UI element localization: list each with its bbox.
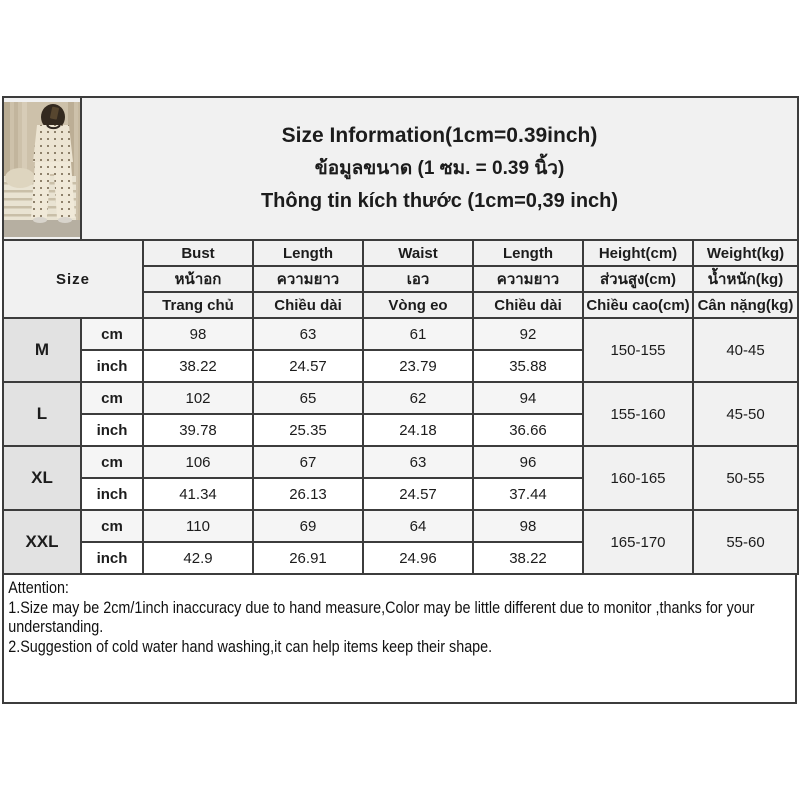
- title-thai: ข้อมูลขนาด (1 ซม. = 0.39 นิ้ว): [314, 158, 565, 179]
- col-header-length-en: Length: [253, 240, 363, 266]
- height-range: 165-170: [583, 510, 693, 574]
- col-header-height-en: Height(cm): [583, 240, 693, 266]
- value-cell: 69: [253, 510, 363, 542]
- height-range: 150-155: [583, 318, 693, 382]
- value-cell: 39.78: [143, 414, 253, 446]
- value-cell: 98: [143, 318, 253, 350]
- value-cell: 106: [143, 446, 253, 478]
- unit-cm: cm: [81, 382, 143, 414]
- size-label-m: M: [3, 318, 81, 382]
- unit-inch: inch: [81, 350, 143, 382]
- col-header-length2-vi: Chiều dài: [473, 292, 583, 318]
- unit-cm: cm: [81, 446, 143, 478]
- value-cell: 23.79: [363, 350, 473, 382]
- value-cell: 41.34: [143, 478, 253, 510]
- product-photo: [4, 102, 81, 237]
- col-header-bust-th: หน้าอก: [143, 266, 253, 292]
- size-header: Size: [3, 240, 143, 318]
- size-chart-sheet: [2, 96, 797, 704]
- value-cell: 36.66: [473, 414, 583, 446]
- col-header-length-vi: Chiều dài: [253, 292, 363, 318]
- col-header-waist-en: Waist: [363, 240, 473, 266]
- col-header-length2-th: ความยาว: [473, 266, 583, 292]
- height-range: 160-165: [583, 446, 693, 510]
- height-range: 155-160: [583, 382, 693, 446]
- col-header-weight-en: Weight(kg): [693, 240, 798, 266]
- col-header-length-th: ความยาว: [253, 266, 363, 292]
- unit-inch: inch: [81, 542, 143, 574]
- col-header-waist-vi: Vòng eo: [363, 292, 473, 318]
- attention-heading: Attention:: [8, 578, 69, 597]
- value-cell: 63: [253, 318, 363, 350]
- attention-box: [2, 575, 797, 704]
- col-header-bust-vi: Trang chủ: [143, 292, 253, 318]
- col-header-length2-en: Length: [473, 240, 583, 266]
- value-cell: 62: [363, 382, 473, 414]
- value-cell: 26.91: [253, 542, 363, 574]
- value-cell: 96: [473, 446, 583, 478]
- size-chart-table: [2, 96, 799, 575]
- col-header-weight-th: น้ำหนัก(kg): [693, 266, 798, 292]
- col-header-height-th: ส่วนสูง(cm): [583, 266, 693, 292]
- value-cell: 24.57: [253, 350, 363, 382]
- size-label-xl: XL: [3, 446, 81, 510]
- value-cell: 92: [473, 318, 583, 350]
- value-cell: 26.13: [253, 478, 363, 510]
- value-cell: 38.22: [473, 542, 583, 574]
- value-cell: 67: [253, 446, 363, 478]
- weight-range: 50-55: [693, 446, 798, 510]
- title-english: Size Information(1cm=0.39inch): [281, 124, 598, 147]
- value-cell: 98: [473, 510, 583, 542]
- weight-range: 55-60: [693, 510, 798, 574]
- value-cell: 24.96: [363, 542, 473, 574]
- value-cell: 102: [143, 382, 253, 414]
- product-photo-cell: [3, 97, 81, 240]
- value-cell: 64: [363, 510, 473, 542]
- attention-note-2: 2.Suggestion of cold water hand washing,it can help items keep their shape.: [8, 636, 493, 656]
- size-label-l: L: [3, 382, 81, 446]
- weight-range: 40-45: [693, 318, 798, 382]
- size-label-xxl: XXL: [3, 510, 81, 574]
- value-cell: 65: [253, 382, 363, 414]
- unit-cm: cm: [81, 510, 143, 542]
- attention-note-1: 1.Size may be 2cm/1inch inaccuracy due to hand measure,Color may be little different due to monitor ,thanks for your understanding.: [8, 597, 755, 636]
- col-header-bust-en: Bust: [143, 240, 253, 266]
- value-cell: 35.88: [473, 350, 583, 382]
- value-cell: 94: [473, 382, 583, 414]
- col-header-waist-th: เอว: [363, 266, 473, 292]
- value-cell: 42.9: [143, 542, 253, 574]
- value-cell: 61: [363, 318, 473, 350]
- unit-inch: inch: [81, 478, 143, 510]
- value-cell: 24.18: [363, 414, 473, 446]
- value-cell: 37.44: [473, 478, 583, 510]
- value-cell: 25.35: [253, 414, 363, 446]
- col-header-weight-vi: Cân nặng(kg): [693, 292, 798, 318]
- value-cell: 38.22: [143, 350, 253, 382]
- size-info-title: [81, 97, 798, 240]
- unit-inch: inch: [81, 414, 143, 446]
- value-cell: 63: [363, 446, 473, 478]
- col-header-height-vi: Chiều cao(cm): [583, 292, 693, 318]
- weight-range: 45-50: [693, 382, 798, 446]
- unit-cm: cm: [81, 318, 143, 350]
- value-cell: 110: [143, 510, 253, 542]
- title-vietnamese: Thông tin kích thước (1cm=0,39 inch): [260, 190, 619, 212]
- value-cell: 24.57: [363, 478, 473, 510]
